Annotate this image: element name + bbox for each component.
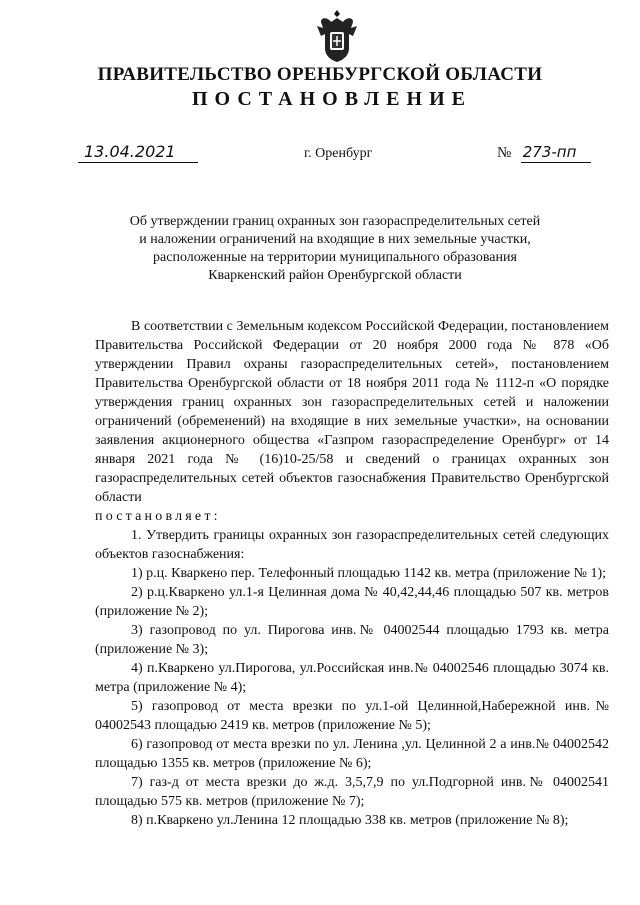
coat-of-arms-emblem xyxy=(313,8,361,64)
subject-line: Кваркенский район Оренбургской области xyxy=(208,268,462,283)
list-item: 6) газопровод от места врезки по ул. Ленина ,ул. Целинной 2 а инв.№ 04002542 площадью 1355 кв. метров (приложение № 6); xyxy=(95,737,609,771)
document-date: 13.04.2021 xyxy=(78,142,198,163)
document-type: ПОСТАНОВЛЕНИЕ xyxy=(192,88,472,110)
list-item: 5) газопровод от места врезки по ул.1-ой Целинной,Набережной инв.№ 04002543 площадью 2419 кв. метров (приложение № 5); xyxy=(95,699,609,733)
organization-title: ПРАВИТЕЛЬСТВО ОРЕНБУРГСКОЙ ОБЛАСТИ xyxy=(97,64,543,85)
list-item: 1) р.ц. Кваркено пер. Телефонный площадью 1142 кв. метра (приложение № 1); xyxy=(131,566,607,581)
document-number xyxy=(497,142,591,163)
number-value: 273-пп xyxy=(521,142,591,163)
decree-word: постановляет: xyxy=(95,509,221,524)
list-item: 8) п.Кваркено ул.Ленина 12 площадью 338 кв. метров (приложение № 8); xyxy=(131,813,569,828)
list-item: 2) р.ц.Кваркено ул.1-я Целинная дома № 40,42,44,46 площадью 507 кв. метров (приложение № 2); xyxy=(95,585,609,619)
subject-line: Об утверждении границ охранных зон газораспределительных сетей xyxy=(129,214,541,229)
document-subject xyxy=(100,213,570,285)
clause-1: 1. Утвердить границы охранных зон газораспределительных сетей следующих объектов газоснабжения: xyxy=(95,528,609,562)
list-item: 3) газопровод по ул. Пирогова инв.№ 04002544 площадью 1793 кв. метра (приложение № 3); xyxy=(95,623,609,657)
number-sign: № xyxy=(497,145,512,161)
subject-line: и наложении ограничений на входящие в них земельные участки, xyxy=(139,232,531,247)
list-item: 7) газ-д от места врезки до ж.д. 3,5,7,9 по ул.Подгорной инв.№ 04002541 площадью 575 кв. метров (приложение № 7); xyxy=(95,775,609,809)
subject-line: расположенные на территории муниципального образования xyxy=(153,250,517,265)
list-item: 4) п.Кваркено ул.Пирогова, ул.Российская инв.№ 04002546 площадью 3074 кв. метра (приложение № 4); xyxy=(95,661,609,695)
document-city: г. Оренбург xyxy=(304,146,373,161)
document-body xyxy=(95,317,609,830)
preamble-paragraph: В соответствии с Земельным кодексом Российской Федерации, постановлением Правительства Российской Федерации от 20 ноября 2000 года № 878 «Об утверждении Правил охраны газораспределительных сетей», постановлением Правительства Оренбургской области от 18 ноября 2011 года № 1112-п «О порядке утверждения границ охранных зон газораспределительных сетей и наложении ограничений (обременений) на входящие в них земельные участки», на основании заявления акционерного общества «Газпром газораспределение Оренбург» от 14 января 2021 года № (16)10-25/58 и сведений о границах охранных зон газораспределительных сетей объектов газоснабжения Правительство Оренбургской области xyxy=(95,319,609,505)
